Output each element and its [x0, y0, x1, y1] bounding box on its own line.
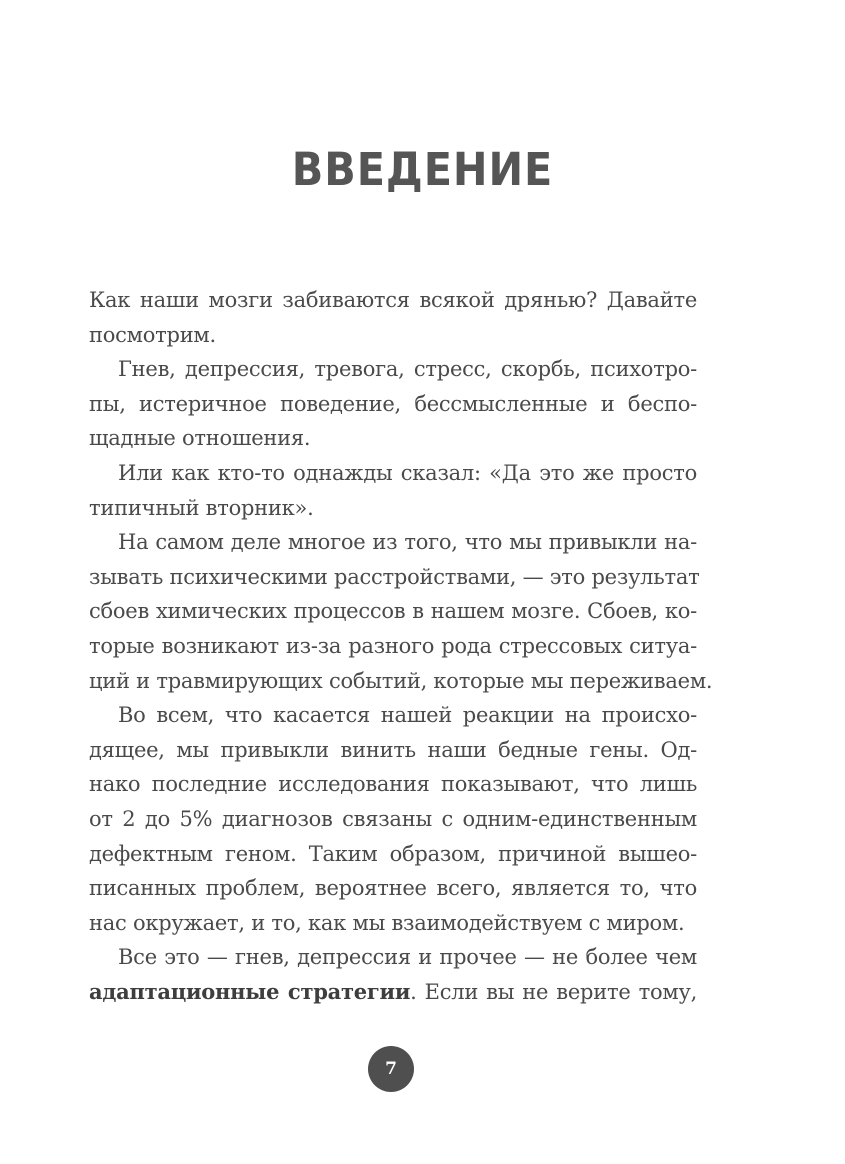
text-line: зывать психическими расстройствами, — это результат — [89, 564, 700, 589]
paragraph — [89, 940, 697, 1009]
text-line: писанных проблем, вероятнее всего, является то, что — [89, 876, 697, 901]
text-line — [89, 975, 697, 1010]
emphasis-text: адаптационные стратегии — [89, 978, 411, 1004]
paragraph — [89, 283, 697, 352]
text-line: На самом деле многое из того, что мы привыкли на- — [118, 530, 697, 555]
text-line: посмотрим. — [89, 322, 216, 347]
paragraph — [89, 698, 697, 940]
text-run: . Если вы не верите тому, — [410, 979, 697, 1004]
body-text — [89, 283, 713, 1009]
text-line: щадные отношения. — [89, 426, 311, 451]
text-line: Все это — гнев, депрессия и прочее — не более чем — [118, 945, 697, 970]
text-line: пы, истеричное поведение, бессмысленные и беспо- — [89, 391, 697, 416]
text-line: ций и травмирующих событий, которые мы переживаем. — [89, 668, 713, 693]
text-line: сбоев химических процессов в нашем мозге. Сбоев, ко- — [89, 599, 697, 624]
text-line: дящее, мы привыкли винить наши бедные гены. Од- — [89, 737, 697, 762]
text-line: торые возникают из-за разного рода стрессовых ситуа- — [89, 633, 697, 658]
page-number-badge: 7 — [368, 1046, 414, 1092]
text-line: дефектным геном. Таким образом, причиной вышео- — [89, 841, 697, 866]
paragraph — [89, 525, 713, 698]
text-line: нас окружает, и то, как мы взаимодействуем с миром. — [89, 910, 685, 935]
chapter-title: ВВЕДЕНИЕ — [291, 143, 554, 196]
paragraph — [89, 456, 697, 525]
text-line: Как наши мозги забиваются всякой дрянью? Давайте — [89, 288, 697, 312]
text-line: Во всем, что касается нашей реакции на происхо- — [118, 703, 697, 728]
text-line: типичный вторник». — [89, 495, 314, 520]
text-line: Гнев, депрессия, тревога, стресс, скорбь, психотро- — [118, 357, 697, 382]
text-line: Или как кто-то однажды сказал: «Да это же просто — [118, 460, 697, 485]
text-line: от 2 до 5% диагнозов связаны с одним-единственным — [89, 806, 697, 831]
paragraph — [89, 352, 697, 456]
text-line: нако последние исследования показывают, что лишь — [89, 772, 697, 797]
